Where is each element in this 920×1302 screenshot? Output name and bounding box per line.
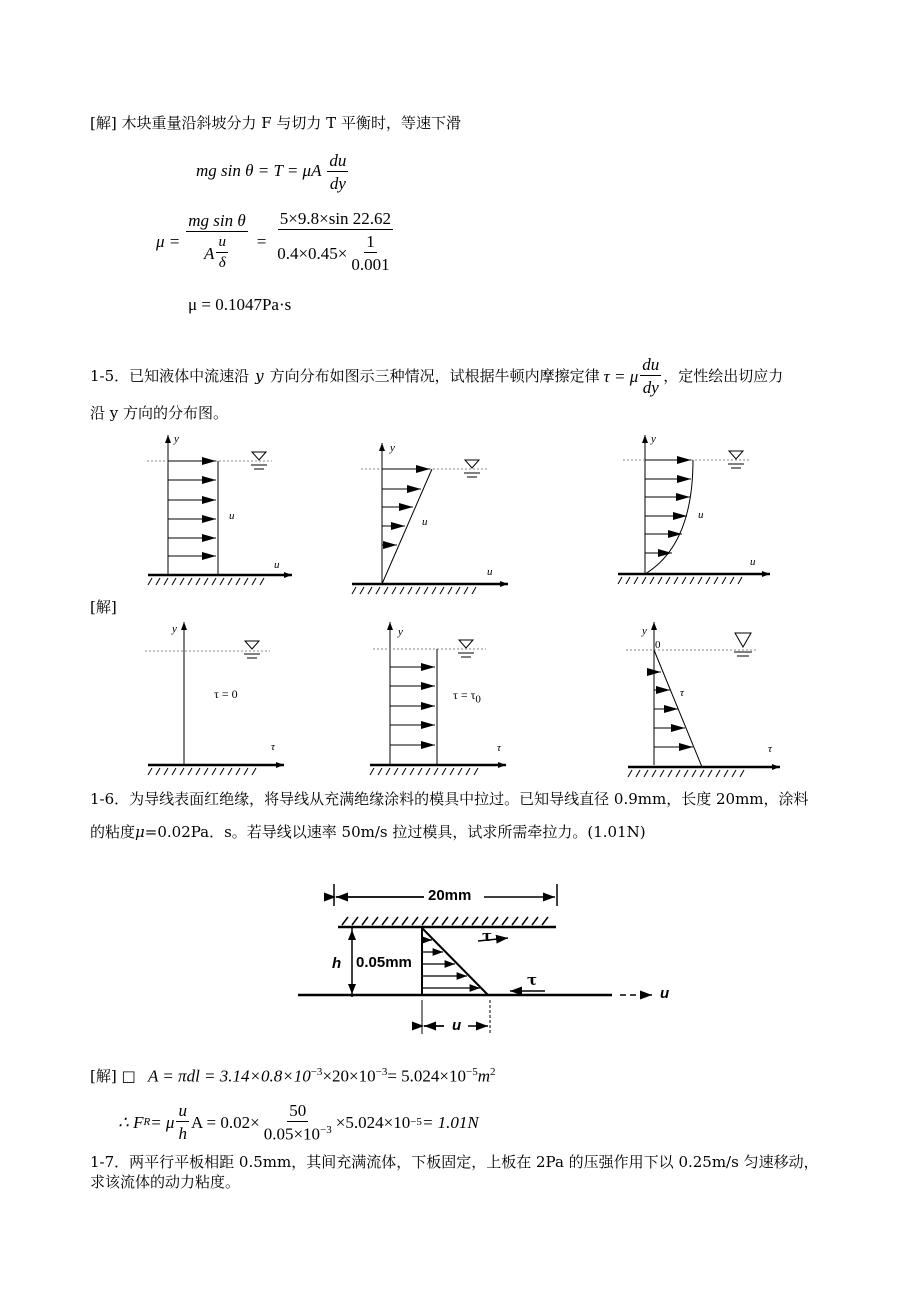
problem-1-5-line2: 沿 y 方向的分布图。 <box>90 404 229 422</box>
problem-1-7-line2: 求该流体的动力粘度。 <box>90 1173 241 1191</box>
axis-tau-label: τ <box>497 742 501 754</box>
axis-u-label: u <box>750 556 756 568</box>
velocity-label: u <box>422 516 428 528</box>
shear-constant <box>370 622 506 775</box>
profile-linear <box>352 443 508 594</box>
axis-y-label: y <box>172 623 177 635</box>
profile-width-label: u <box>452 1017 462 1034</box>
die-length-label: 20mm <box>428 887 472 904</box>
equation-viscosity-result: μ = 0.1047Pa·s <box>188 295 292 314</box>
wire-die-figure <box>298 884 652 1034</box>
profile-parabolic <box>618 435 770 584</box>
axis-y-label: y <box>390 442 395 454</box>
axis-y-label: y <box>651 433 656 445</box>
problem-1-6-line2: 的粘度μ=0.02Pa．s。若导线以速率 50m/s 拉过模具，试求所需牵拉力。(1.01N) <box>90 823 646 841</box>
shear-label: τ <box>680 687 684 699</box>
velocity-label: u <box>698 509 704 521</box>
equation-force-balance: mg sin θ = T = μA $\frac{du}{dy}$ <box>196 151 347 193</box>
shear-linear <box>626 622 780 777</box>
axis-tau-label: τ <box>271 741 275 753</box>
equation-viscosity: μ = mg sin θ A $\frac{u}{\delta}$ = 5×9.8×sin 22.62 0.4×0.45× $\frac{1}{0.001}$ <box>156 209 392 274</box>
shear-zero-label: τ = 0 <box>214 687 238 701</box>
axis-u-label: u <box>487 566 493 578</box>
solution-1-5-label: [解] <box>90 598 117 616</box>
problem-1-5-line1: 1-5．已知液体中流速沿 y 方向分布如图示三种情况，试根据牛顿内摩擦定律 τ = μ $\frac{du}{dy}$ ，定性绘出切应力 <box>90 355 784 397</box>
problem-1-6-line1: 1-6．为导线表面红绝缘，将导线从充满绝缘涂料的模具中拉过。已知导线直径 0.9mm，长度 20mm，涂料 <box>90 790 809 808</box>
equation-force: ∴ F R = μ $\frac{u}{h}$ A = 0.02× $\frac{50}{0.05\times 10^{-3}}$ ×5.024×10 −5 = 1.01N <box>118 1101 479 1144</box>
profile-uniform <box>147 435 292 585</box>
surface-zero-label: 0 <box>655 639 661 651</box>
velocity-label: u <box>229 510 235 522</box>
axis-y-label: y <box>398 626 403 638</box>
axis-y-label: y <box>174 433 179 445</box>
axis-u-label: u <box>274 559 280 571</box>
axis-y-label: y <box>642 625 647 637</box>
wire-velocity-label: u <box>660 985 670 1002</box>
shear-constant-label: $\tau = \tau_0$ <box>453 688 481 706</box>
top-shear-label: τ <box>482 927 493 945</box>
equation-area: $A = \pi dl = 3.14\times 0.8\times 10^{-3}\times 20\times 10^{-3}= 5.024\times 10^{-5}m^2$ <box>148 1066 496 1086</box>
solution-intro: [解] 木块重量沿斜坡分力 F 与切力 T 平衡时，等速下滑 <box>90 114 461 132</box>
problem-1-7-line1: 1-7．两平行平板相距 0.5mm，其间充满流体，下板固定，上板在 2Pa 的压强作用下以 0.25m/s 匀速移动， <box>90 1153 819 1171</box>
wire-shear-label: τ <box>527 971 538 989</box>
gap-size-label: 0.05mm <box>356 954 412 971</box>
gap-h-label: h <box>332 955 342 972</box>
axis-tau-label: τ <box>768 743 772 755</box>
solution-1-6-label: [解] □ <box>90 1067 136 1085</box>
